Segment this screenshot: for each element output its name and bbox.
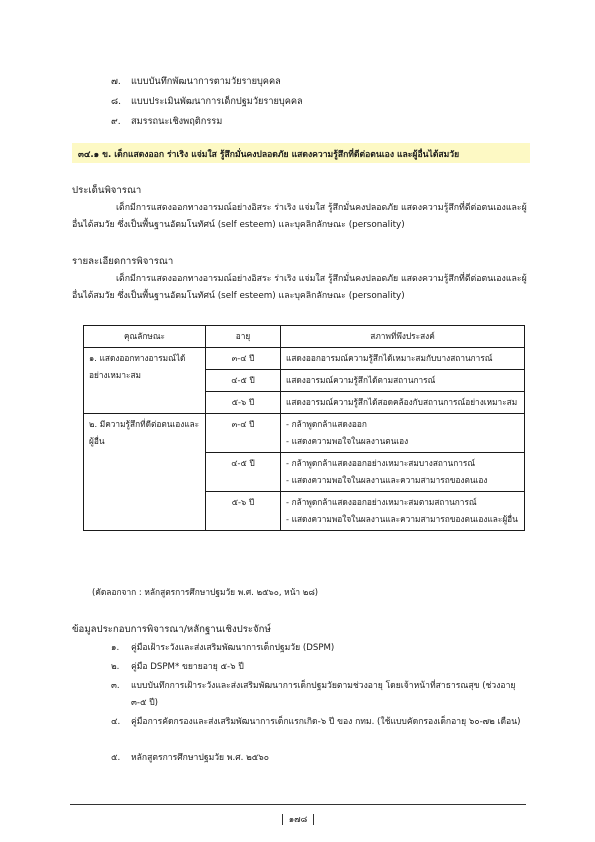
trait-cell: ๒. มีความรู้สึกที่ดีต่อตนเองและผู้อื่น: [84, 414, 206, 531]
header-age: อายุ: [206, 326, 281, 348]
table-row: [84, 414, 525, 453]
table-source-note: (คัดลอกจาก : หลักสูตรการศึกษาปฐมวัย พ.ศ. ๒๕๖๐, หน้า ๒๘): [92, 587, 319, 597]
page-number-bar-left: [282, 814, 283, 825]
table-header-row: [84, 326, 525, 348]
desc-cell: - กล้าพูดกล้าแสดงออกอย่างเหมาะสมบางสถานการณ์ - แสดงความพอใจในผลงานและความสามารถของตนเอง: [281, 453, 525, 492]
evidence-heading: ข้อมูลประกอบการพิจารณา/หลักฐานเชิงประจักษ์: [72, 624, 271, 635]
section-heading-details: รายละเอียดการพิจารณา: [72, 256, 174, 267]
evidence-text: แบบบันทึกการเฝ้าระวังและส่งเสริมพัฒนาการเด็กปฐมวัยตามช่วงอายุ โดยเจ้าหน้าที่สาธารณสุข (ช่วงอายุ ๓-๕ ปี): [131, 681, 516, 708]
evidence-item-4: [111, 714, 531, 731]
evidence-number: ๒.: [111, 662, 120, 672]
age-cell: ๕-๖ ปี: [206, 492, 281, 531]
header-desired-state: สภาพที่พึงประสงค์: [281, 326, 525, 348]
list-text: สมรรถนะเชิงพฤติกรรม: [131, 116, 223, 127]
list-number: ๙.: [111, 116, 121, 127]
age-cell: ๕-๖ ปี: [206, 392, 281, 414]
evidence-text: หลักสูตรการศึกษาปฐมวัย พ.ศ. ๒๕๖๐: [131, 753, 270, 763]
section-heading-consideration: ประเด็นพิจารณา: [72, 185, 142, 196]
list-text: แบบประเมินพัฒนาการเด็กปฐมวัยรายบุคคล: [131, 96, 303, 107]
header-trait: คุณลักษณะ: [84, 326, 206, 348]
age-cell: ๔-๕ ปี: [206, 370, 281, 392]
evidence-item-1: [111, 640, 531, 657]
evidence-item-5: [111, 750, 531, 767]
section-text-details: เด็กมีการแสดงออกทางอารมณ์อย่างอิสระ ร่าเริง แจ่มใส รู้สึกมั่นคงปลอดภัย แสดงความรู้สึกที่ดีต่อตนเองและผู้อื่นได้สมวัย ซึ่งเป็นพื้นฐานอัตมโนทัศน์ (self esteem) และบุคลิกลักษณะ (personality): [72, 274, 527, 301]
table-row: [84, 348, 525, 370]
page-number-text: ๑๗๘: [288, 815, 308, 825]
age-cell: ๔-๕ ปี: [206, 453, 281, 492]
desc-cell: แสดงออกอารมณ์ความรู้สึกได้เหมาะสมกับบางสถานการณ์: [281, 348, 525, 370]
evidence-text: คู่มือเฝ้าระวังและส่งเสริมพัฒนาการเด็กปฐมวัย (DSPM): [131, 643, 335, 653]
evidence-item-3: [111, 678, 531, 712]
page-number: [270, 812, 326, 826]
desc-cell: - กล้าพูดกล้าแสดงออกอย่างเหมาะสมตามสถานการณ์ - แสดงความพอใจในผลงานและความสามารถของตนเองและผู้อื่น: [281, 492, 525, 531]
evidence-number: ๓.: [111, 681, 120, 691]
section-text-consideration: เด็กมีการแสดงออกทางอารมณ์อย่างอิสระ ร่าเริง แจ่มใส รู้สึกมั่นคงปลอดภัย แสดงความรู้สึกที่ดีต่อตนเองและผู้อื่นได้สมวัย ซึ่งเป็นพื้นฐานอัตมโนทัศน์ (self esteem) และบุคลิกลักษณะ (personality): [72, 203, 527, 230]
evidence-number: ๕.: [111, 753, 121, 763]
list-item-9: [111, 114, 222, 129]
desc-cell: - กล้าพูดกล้าแสดงออก - แสดงความพอใจในผลงานตนเอง: [281, 414, 525, 453]
list-item-8: [111, 94, 303, 109]
age-cell: ๓-๔ ปี: [206, 414, 281, 453]
footer-divider: [70, 804, 526, 805]
criteria-table: [83, 325, 525, 531]
age-cell: ๓-๔ ปี: [206, 348, 281, 370]
list-number: ๗.: [111, 76, 121, 87]
evidence-number: ๔.: [111, 717, 121, 727]
evidence-number: ๑.: [111, 643, 120, 653]
list-item-7: [111, 74, 281, 89]
evidence-item-2: [111, 659, 531, 676]
list-text: แบบบันทึกพัฒนาการตามวัยรายบุคคล: [131, 76, 281, 87]
evidence-text: คู่มือ DSPM* ขยายอายุ ๕-๖ ปี: [131, 662, 244, 672]
indicator-title: ๓๔.๑ ข. เด็กแสดงออก ร่าเริง แจ่มใส รู้สึกมั่นคงปลอดภัย แสดงความรู้สึกที่ดีต่อตนเอง และผู้อื่นได้สมวัย: [72, 143, 530, 163]
evidence-text: คู่มือการคัดกรองและส่งเสริมพัฒนาการเด็กแรกเกิด-๖ ปี ของ กทม. (ใช้แบบคัดกรองเด็กอายุ ๖๐-๗๒ เดือน): [131, 717, 521, 727]
trait-cell: ๑. แสดงออกทางอารมณ์ได้อย่างเหมาะสม: [84, 348, 206, 414]
page-number-bar-right: [313, 814, 314, 825]
desc-cell: แสดงอารมณ์ความรู้สึกได้สอดคล้องกับสถานการณ์อย่างเหมาะสม: [281, 392, 525, 414]
desc-cell: แสดงอารมณ์ความรู้สึกได้ตามสถานการณ์: [281, 370, 525, 392]
list-number: ๘.: [111, 96, 122, 107]
